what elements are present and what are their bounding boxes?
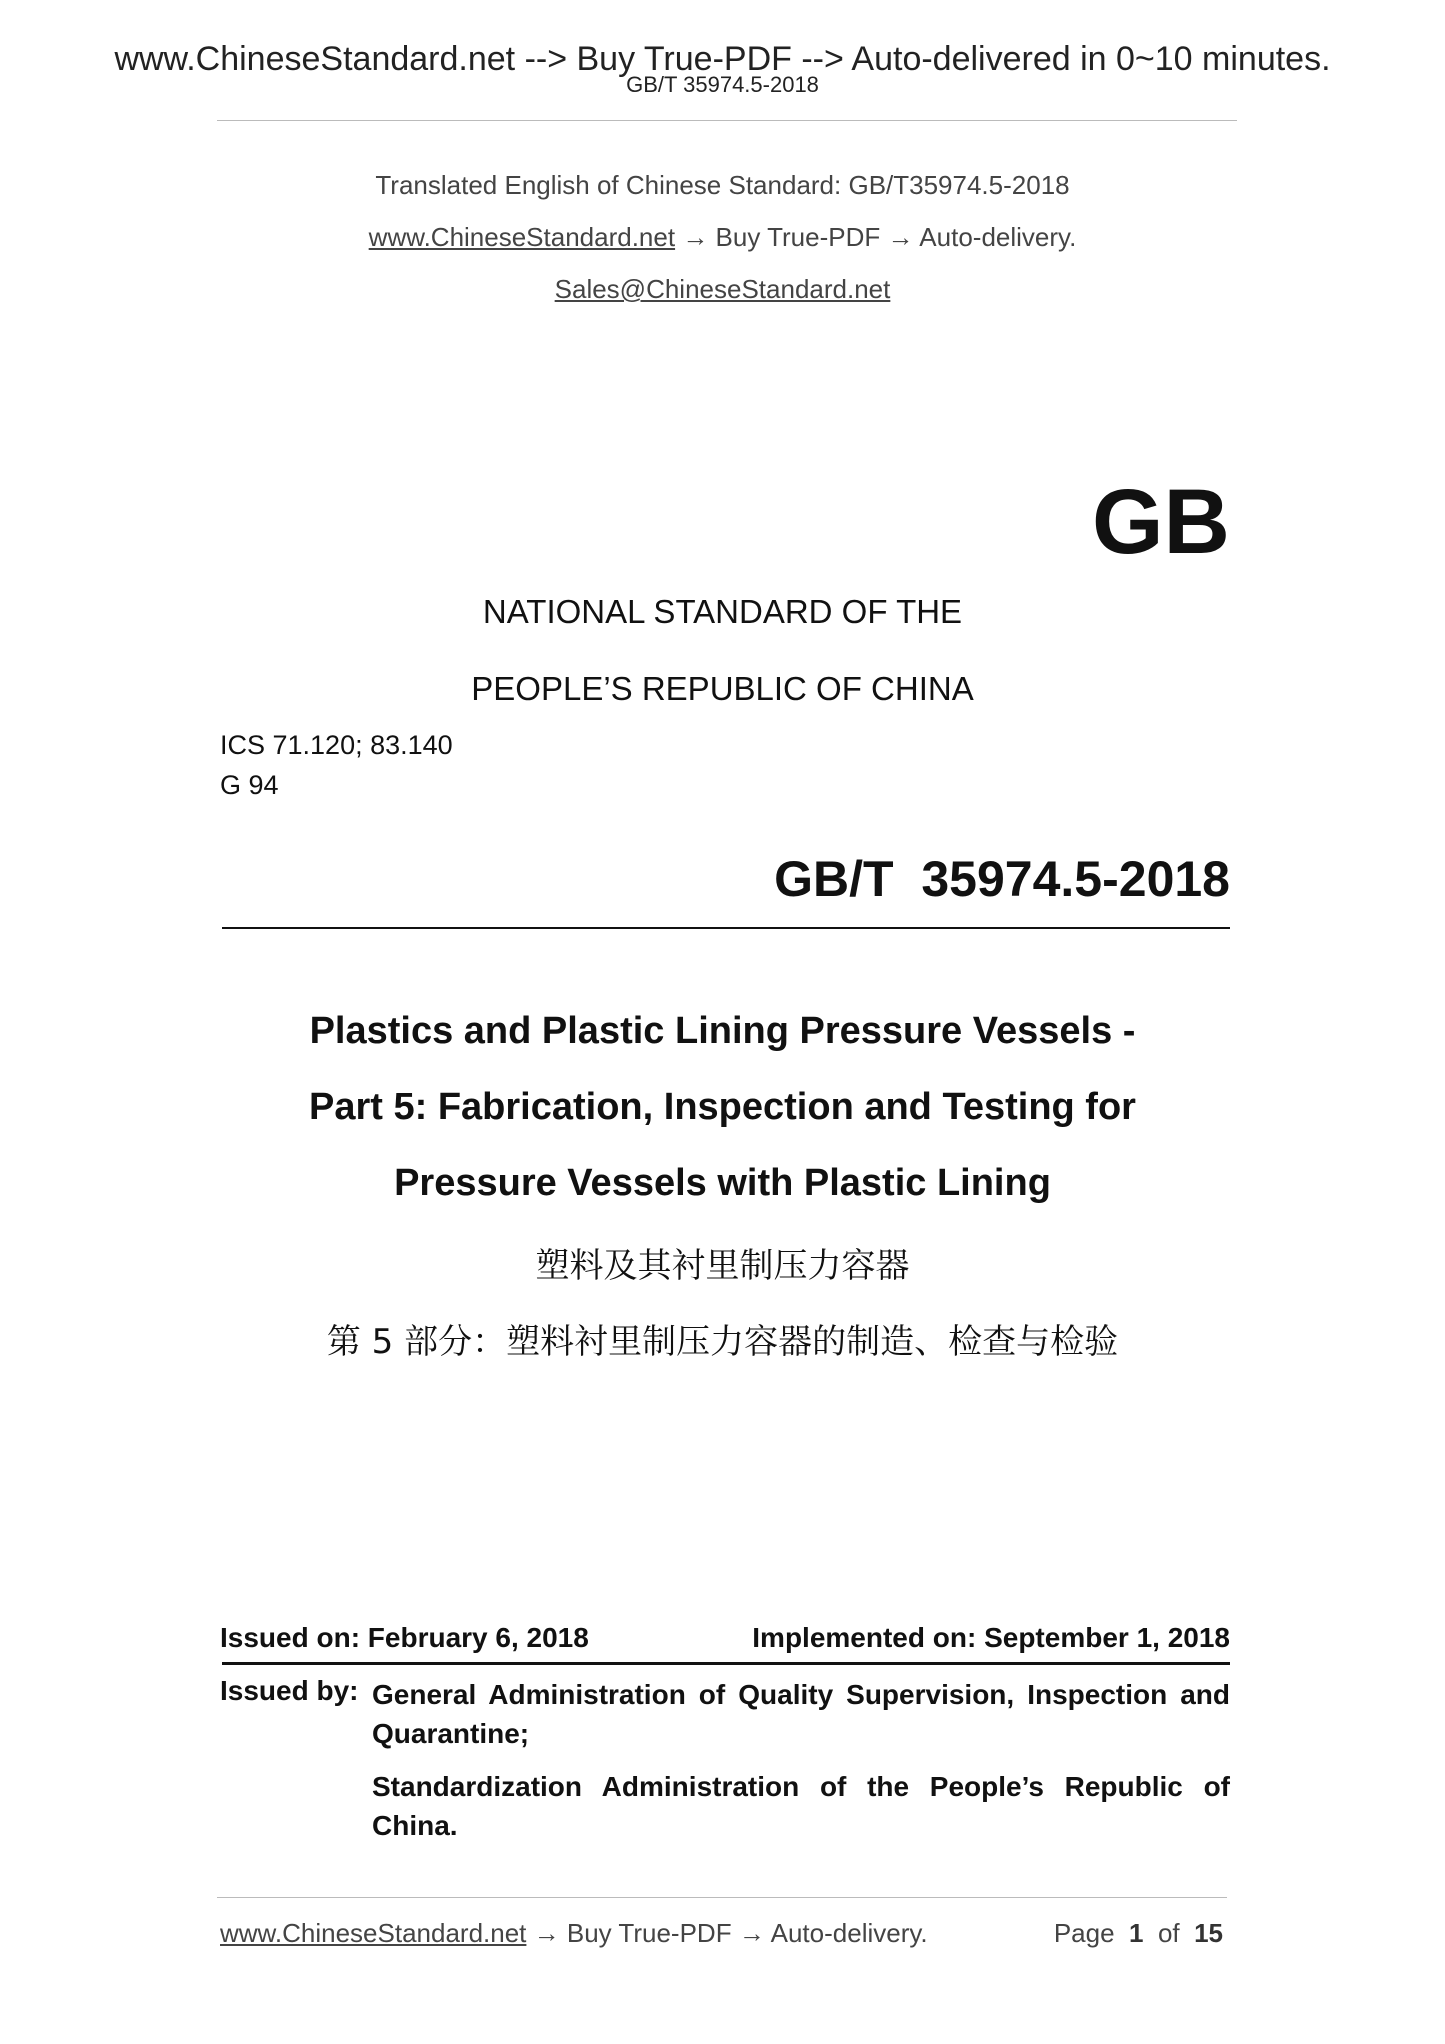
email-line <box>0 274 1445 305</box>
issued-by-block <box>372 1675 1230 1859</box>
intro-link-line <box>0 222 1445 253</box>
arrow-icon: → <box>682 222 709 252</box>
buy-text: Buy True-PDF <box>715 222 881 252</box>
issue-rule <box>222 1662 1230 1665</box>
footer-buy-text: Buy True-PDF <box>566 1918 732 1948</box>
header-divider <box>217 120 1237 121</box>
arrow-icon: → <box>533 1918 560 1948</box>
standard-number: GB/T 35974.5-2018 <box>774 851 1230 907</box>
footer-site-link[interactable]: www.ChineseStandard.net <box>220 1918 527 1948</box>
issuer-1: General Administration of Quality Supervision, Inspection and Quarantine; <box>372 1679 1230 1749</box>
implemented-on-date: Implemented on: September 1, 2018 <box>752 1622 1230 1653</box>
page-number: 1 <box>1129 1918 1144 1948</box>
page-label: Page <box>1053 1918 1115 1948</box>
classification-code: G 94 <box>220 770 279 800</box>
footer-divider <box>217 1897 1227 1898</box>
issued-by-label: Issued by: <box>220 1675 359 1706</box>
arrow-icon: → <box>738 1918 765 1948</box>
issued-on-date: Issued on: February 6, 2018 <box>220 1622 589 1653</box>
header-standard-code: GB/T 35974.5-2018 <box>626 72 819 97</box>
ics-code: ICS 71.120; 83.140 <box>220 730 453 760</box>
standard-number-rule <box>222 927 1230 929</box>
page-total: 15 <box>1194 1918 1223 1948</box>
footer-link-line <box>220 1918 928 1949</box>
title-line-3: Pressure Vessels with Plastic Lining <box>394 1162 1051 1204</box>
chinese-title-line-2: 第 5 部分：塑料衬里制压力容器的制造、检查与检验 <box>326 1322 1119 1362</box>
national-standard-line2: PEOPLE’S REPUBLIC OF CHINA <box>471 670 974 707</box>
top-banner: www.ChineseStandard.net --> Buy True-PDF --> Auto-delivered in 0~10 minutes. <box>114 40 1331 78</box>
translated-notice: Translated English of Chinese Standard: GB/T35974.5-2018 <box>375 170 1070 200</box>
national-standard-line1: NATIONAL STANDARD OF THE <box>482 593 963 630</box>
gb-logo: GB <box>1092 471 1230 573</box>
page-indicator <box>1054 1918 1223 1949</box>
site-link[interactable]: www.ChineseStandard.net <box>368 222 676 252</box>
of-label: of <box>1157 1918 1180 1948</box>
footer-auto-text: Auto-delivery. <box>770 1918 928 1948</box>
issuer-2: Standardization Administration of the People’s Republic of China. <box>372 1771 1230 1841</box>
auto-delivery-text: Auto-delivery. <box>919 222 1077 252</box>
title-line-1: Plastics and Plastic Lining Pressure Vessels - <box>309 1010 1136 1052</box>
chinese-title-line-1: 塑料及其衬里制压力容器 <box>535 1246 910 1286</box>
sales-email-link[interactable]: Sales@ChineseStandard.net <box>554 274 891 304</box>
title-line-2: Part 5: Fabrication, Inspection and Testing for <box>309 1086 1136 1128</box>
arrow-icon: → <box>887 222 914 252</box>
